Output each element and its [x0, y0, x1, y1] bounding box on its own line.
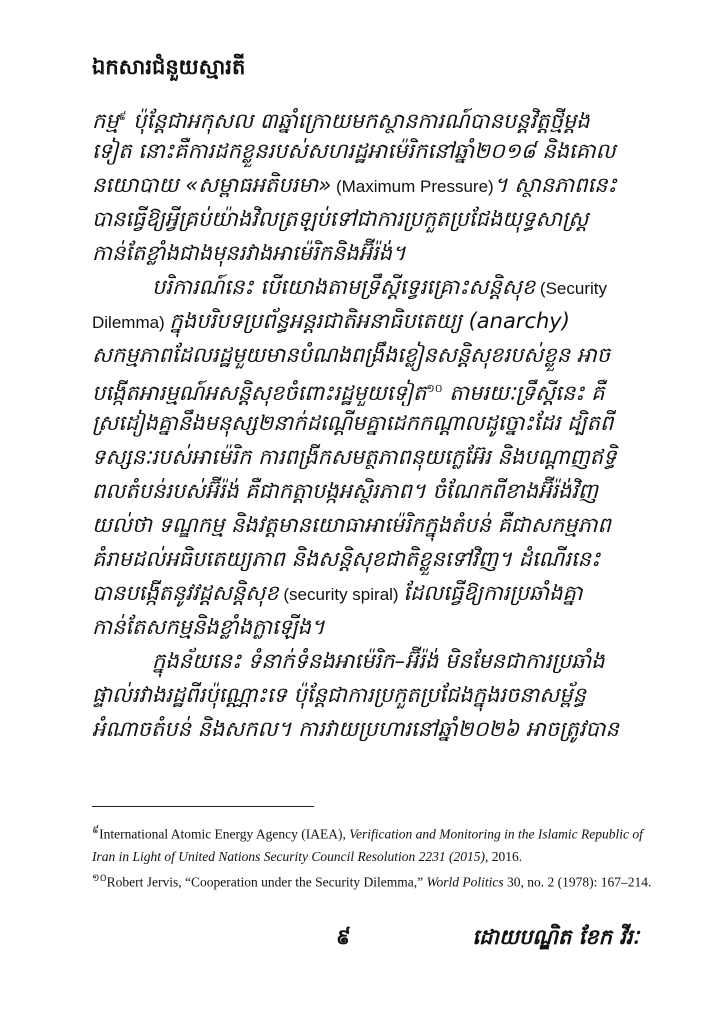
text-run: ។ ស្ថានភាពនេះ — [493, 173, 617, 197]
text-line — [92, 644, 644, 678]
text-line — [92, 576, 644, 610]
english-term: (security spiral) — [278, 585, 404, 604]
text-run: បង្កើតអារម្មណ៍អសន្តិសុខចំពោះរដ្ឋមួយទៀត — [92, 381, 427, 405]
english-term: (Maximum Pressure) — [331, 177, 494, 196]
text-run: ដែលធ្វើឱ្យការប្រឆាំងគ្នា — [403, 581, 583, 605]
text-run: កាន់តែសកម្មនិងខ្លាំងក្លាឡើង។ — [92, 615, 325, 639]
text-run: នយោបាយ «សម្ពាធអតិបរមា» — [92, 173, 332, 197]
text-run: ប៉ុន្តែជាអកុសល ៣ឆ្នាំក្រោយមកស្ថានការណ៍បានបន្តវិត្តថ្មីម្តង — [126, 109, 590, 133]
text-line — [92, 406, 644, 440]
text-run: យល់ថា ទណ្ឌកម្ម និងវត្តមានយោធាអាម៉េរិកក្នុងតំបន់ គឺជាសកម្មភាព — [92, 513, 611, 537]
footnote-ref[interactable]: ១០ — [426, 382, 443, 395]
text-run: ក្នុងបរិបទប្រព័ន្ធអន្តរជាតិអនាធិបតេយ្យ (anarchy) — [169, 309, 570, 333]
text-line — [92, 202, 644, 236]
english-term: (Security — [535, 279, 607, 298]
text-line — [92, 508, 644, 542]
text-run: គំរាមដល់អធិបតេយ្យភាព និងសន្តិសុខជាតិខ្លួនទៅវិញ។ ដំណើរនេះ — [92, 547, 601, 571]
text-line — [92, 542, 644, 576]
text-run: អំណាចតំបន់ និងសកល។ ការវាយប្រហារនៅឆ្នាំ២០២៦ អាចត្រូវបាន — [92, 717, 619, 741]
text-run: ពលតំបន់របស់អ៊ីរ៉ង់ គឺជាកត្តាបង្កអស្ថិរភាព។ ចំណែកពីខាងអ៊ីរ៉ង់វិញ — [92, 479, 599, 503]
footnote — [92, 868, 652, 894]
text-line — [92, 372, 644, 406]
page-number: ៩ — [336, 925, 351, 949]
text-run: បរិការណ៍នេះ បើយោងតាមទ្រឹស្តីទ្វេរគ្រោះសន្តិសុខ — [152, 275, 536, 299]
text-line — [92, 712, 644, 746]
text-run: ស្រដៀងគ្នានឹងមនុស្ស២នាក់ដណ្តើមគ្នាដេកកណ្តាលដូច្នោះដែរ ដ្បិតពី — [92, 411, 614, 435]
text-line — [92, 134, 644, 168]
text-line — [92, 168, 644, 202]
footnote-mark: ១០ — [92, 872, 107, 884]
text-run: ផ្ទាល់រវាងរដ្ឋពីរប៉ុណ្ណោះទេ ប៉ុន្តែជាការប្រកួតប្រជែងក្នុងរចនាសម្ព័ន្ធ — [92, 683, 586, 707]
text-run: បានបង្កើតនូវវដ្តសន្តិសុខ — [92, 581, 279, 605]
text-line — [92, 338, 644, 372]
footnote-text: International Atomic Energy Agency (IAEA), — [99, 826, 350, 842]
text-line — [92, 304, 644, 338]
text-line — [92, 270, 644, 304]
text-line — [92, 100, 644, 134]
footnote-text: , 2016. — [484, 848, 523, 864]
footnote-title: World Politics — [426, 874, 504, 889]
text-line — [92, 236, 644, 270]
footnotes — [92, 820, 652, 893]
footnote-mark: ៩ — [92, 825, 100, 836]
text-run: ទៀត នោះគឺការដកខ្លួនរបស់សហរដ្ឋអាម៉េរិកនៅឆ្នាំ២០១៨ និងគោល — [92, 139, 616, 163]
text-line — [92, 610, 644, 644]
text-run: បានធ្វើឱ្យអ្វីគ្រប់យ៉ាងវិលត្រឡប់ទៅជាការប្រកួតប្រជែងយុទ្ធសាស្ត្រ — [92, 207, 589, 231]
running-header: ឯកសារជំនួយស្មារតី — [92, 55, 246, 79]
footnote-text: 30, no. 2 (1978): 167–214. — [503, 874, 652, 889]
footnote-ref[interactable]: ៩ — [118, 110, 127, 123]
page-footer — [0, 924, 719, 964]
text-run: កាន់តែខ្លាំងជាងមុនរវាងអាម៉េរិកនិងអ៊ីរ៉ង់។ — [92, 241, 406, 265]
text-run: ទស្សនៈរបស់អាម៉េរិក ការពង្រីកសមត្ថភាពនុយក្លេអ៊ែរ និងបណ្តាញឥទ្ធិ — [92, 445, 617, 469]
text-line — [92, 440, 644, 474]
text-run: កម្ម — [92, 109, 119, 133]
author-credit: ដោយបណ្ឌិត ខែក វីរៈ — [472, 925, 639, 949]
text-line — [92, 474, 644, 508]
text-run: តាមរយៈទ្រឹស្តីនេះ គឺ — [442, 381, 605, 405]
footnote-text: Robert Jervis, “Cooperation under the Security Dilemma,” — [106, 874, 427, 889]
footnote-title: Verification and Monitoring in the Islamic Republic of Iran in Light of United Nations Security Council Resolution 2231 (2015) — [92, 826, 643, 864]
footnote — [92, 820, 652, 868]
text-run: សកម្មភាពដែលរដ្ឋមួយមានបំណងពង្រឹងខ្លៀនសន្តិសុខរបស់ខ្លួន អាច — [92, 343, 611, 367]
body-text — [92, 100, 644, 746]
footnote-divider — [92, 806, 314, 807]
english-term: Dilemma) — [92, 313, 170, 332]
text-line — [92, 678, 644, 712]
text-run: ក្នុងន័យនេះ ទំនាក់ទំនងអាម៉េរិក–អ៊ីរ៉ង់ មិនមែនជាការប្រឆាំង — [152, 649, 605, 673]
